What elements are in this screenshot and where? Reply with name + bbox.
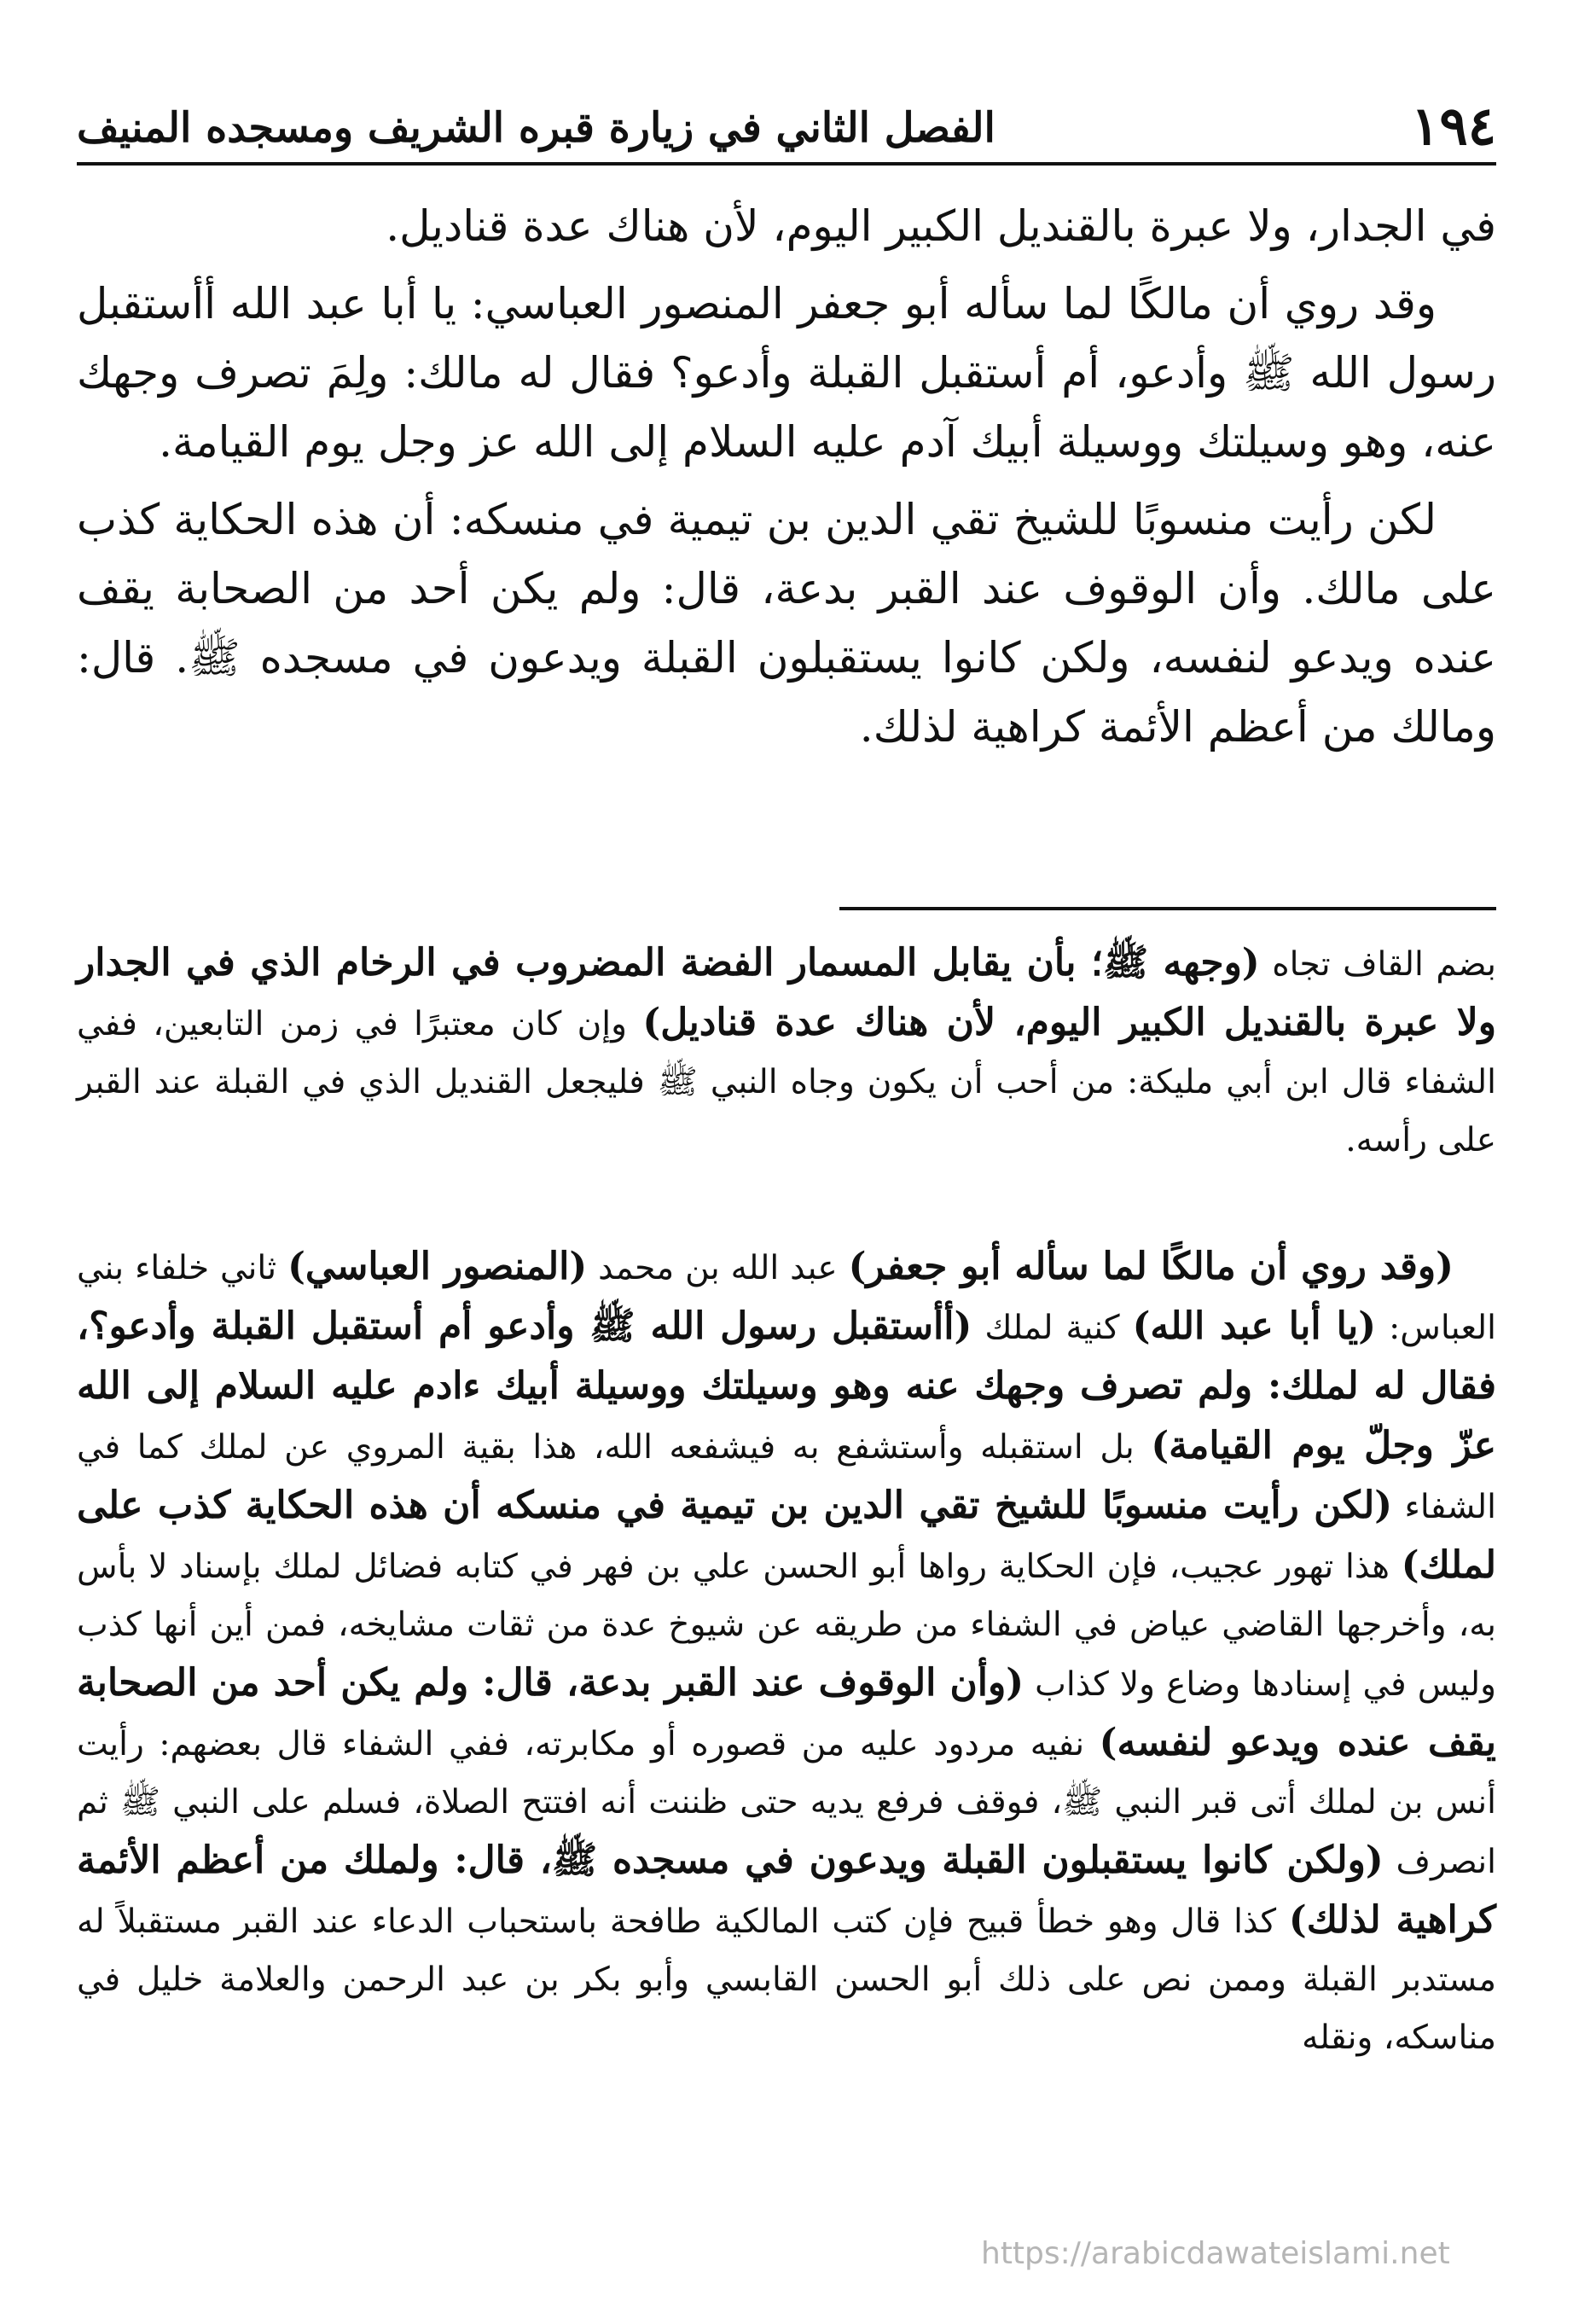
commentary-text: نفيه مردود عليه من قصوره أو مكابرته، ففي الشفاء قال بعضهم: رأيت أنس بن لملك أتى قبر النبي ﷺ، فوقف فرفع يديه حتى ظننت أنه افتتح الصلاة، فسلم على النبي ﷺ ثم انصرف [77, 1725, 1496, 1881]
quoted-text: (أأستقبل رسول الله ﷺ وأدعو أم أستقبل القبلة وأدعو؟، فقال له لملك: ولم تصرف وجهك عنه وهو وسيلتك ووسيلة أبيك ءادم عليه السلام إلى الله عزّ وجلّ يوم القيامة) [77, 1304, 1496, 1467]
body-paragraph: وقد روي أن مالكًا لما سأله أبو جعفر المنصور العباسي: يا أبا عبد الله أأستقبل رسول الله ﷺ وأدعو، أم أستقبل القبلة وأدعو؟ فقال له مالك: ولِمَ تصرف وجهك عنه، وهو وسيلتك ووسيلة أبيك آدم عليه السلام إلى الله عز وجل يوم القيامة. [77, 279, 1496, 467]
commentary [77, 934, 1496, 2214]
commentary-text: ثاني خلفاء بني العباس: [77, 1249, 1497, 1347]
watermark-url: https://arabicdawateislami.net [981, 2236, 1450, 2271]
commentary-paragraph [77, 934, 1496, 1170]
quoted-text: (لكن رأيت منسوبًا للشيخ تقي الدين بن تيمية في منسكه أن هذه الحكاية كذب على لملك) [77, 1484, 1496, 1587]
main-text [77, 192, 1496, 896]
commentary-paragraph [77, 1238, 1496, 2067]
commentary-text: كذا قال وهو خطأ قبيح فإن كتب المالكية طافحة باستحباب الدعاء عند القبر مستقبلاً له مستدبر القبلة وممن نص على ذلك أبو الحسن القابسي وأبو بكر بن عبد الرحمن والعلامة خليل في مناسكه، ونقله [77, 1903, 1496, 2057]
commentary-text: وإن كان معتبرًا في زمن التابعين، ففي الشفاء قال ابن أبي مليكة: من أحب أن يكون وجاه النبي ﷺ فليجعل القنديل الذي في القبلة عند القبر على رأسه. [77, 1005, 1496, 1159]
quoted-text: (وأن الوقوف عند القبر بدعة، قال: ولم يكن أحد من الصحابة يقف عنده ويدعو لنفسه) [77, 1661, 1496, 1764]
quoted-text: (يا أبا عبد الله) [1132, 1304, 1377, 1348]
running-head: الفصل الثاني في زيارة قبره الشريف ومسجده المنيف [77, 104, 995, 152]
commentary-text: بضم القاف تجاه [1259, 945, 1496, 984]
commentary-text: كنية لملك [972, 1309, 1133, 1347]
page-number: ١٩٤ [1411, 95, 1496, 157]
commentary-text: هذا تهور عجيب، فإن الحكاية رواها أبو الحسن علي بن فهر في كتابه فضائل لملك بإسناد لا بأس به، وأخرجها القاضي عياض في الشفاء من طريقه عن شيوخ عدة من ثقات مشايخه، فمن أين أنها كذب وليس في إسنادها وضاع ولا كذاب [77, 1548, 1496, 1704]
footnote-separator [839, 907, 1496, 910]
commentary-text: عبد الله بن محمد [587, 1249, 849, 1287]
quoted-text: (وجهه ﷺ؛ بأن يقابل المسمار الفضة المضروب في الرخام الذي في الجدار ولا عبرة بالقنديل الكبير اليوم، لأن هناك عدة قناديل) [77, 941, 1497, 1044]
quoted-text: (ولكن كانوا يستقبلون القبلة ويدعون في مسجده ﷺ، قال: ولملك من أعظم الأئمة كراهية لذلك) [77, 1839, 1496, 1942]
page-header [77, 85, 1496, 166]
quoted-text: (وقد روي أن مالكًا لما سأله أبو جعفر) [848, 1245, 1454, 1288]
body-paragraph: في الجدار، ولا عبرة بالقنديل الكبير اليوم، لأن هناك عدة قناديل. [386, 201, 1496, 251]
commentary-text: بل استقبله وأستشفع به فيشفعه الله، هذا بقية المروي عن لملك كما في الشفاء [77, 1428, 1496, 1526]
body-paragraph: لكن رأيت منسوبًا للشيخ تقي الدين بن تيمية في منسكه: أن هذه الحكاية كذب على مالك. وأن الوقوف عند القبر بدعة، قال: ولم يكن أحد من الصحابة يقف عنده ويدعو لنفسه، ولكن كانوا يستقبلون القبلة ويدعون في مسجده ﷺ. قال: ومالك من أعظم الأئمة كراهية لذلك. [77, 495, 1496, 752]
quoted-text: (المنصور العباسي) [287, 1245, 588, 1288]
